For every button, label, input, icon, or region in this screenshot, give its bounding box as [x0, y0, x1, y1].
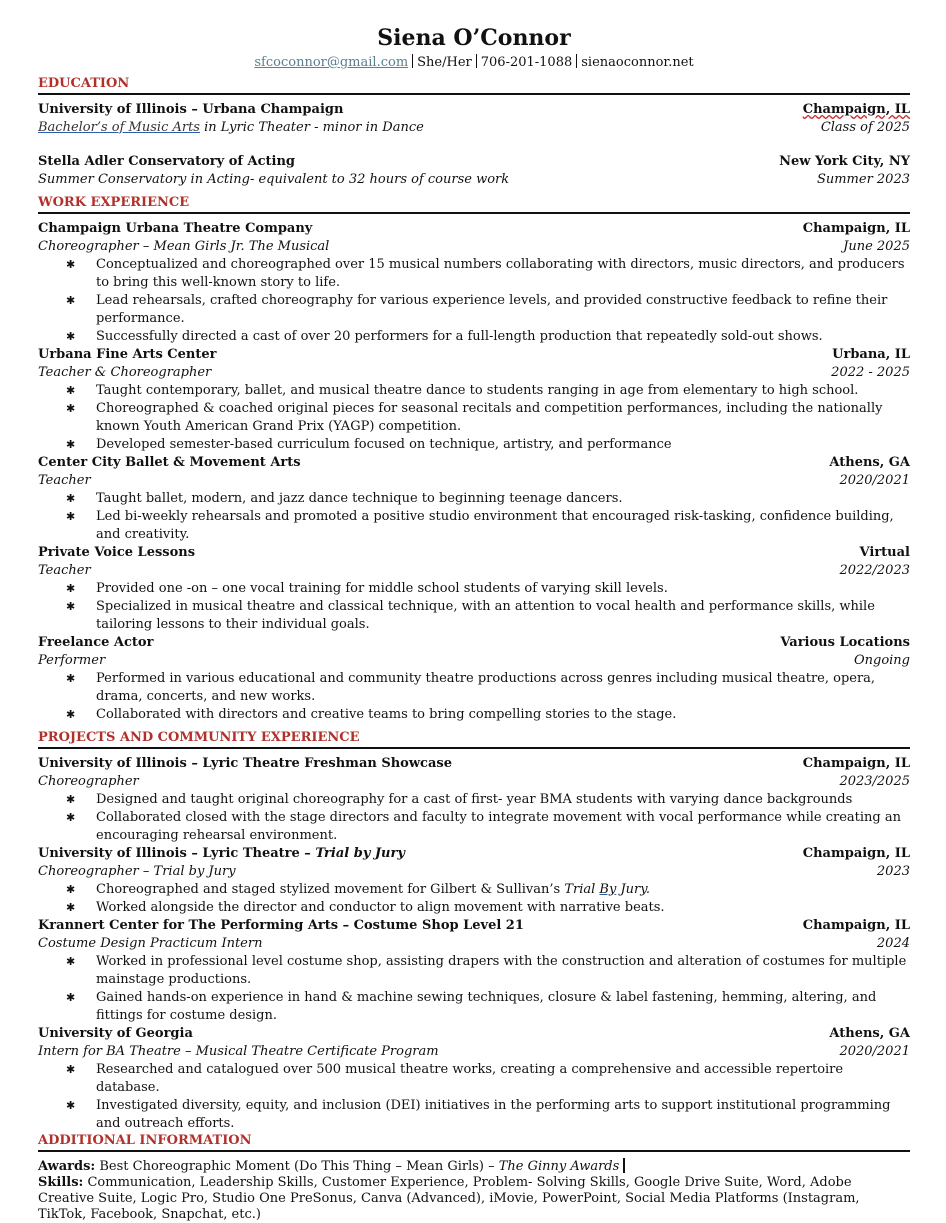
date: Class of 2025	[820, 120, 910, 135]
bullet-italic-underlined: By	[599, 882, 617, 897]
org-name: Urbana Fine Arts Center	[38, 347, 217, 362]
role: Teacher & Choreographer	[38, 365, 212, 380]
bullet-text: Choreographed & coached original pieces for seasonal recitals and competition performances, including the nationally known Youth American Grand Prix (YAGP) competition.	[96, 401, 883, 434]
location: Athens, GA	[829, 455, 910, 470]
bullet-italic: Trial	[564, 882, 600, 897]
date: Summer 2023	[816, 172, 910, 187]
location: New York City, NY	[779, 154, 910, 169]
work-entry-role	[38, 364, 910, 382]
date: 2024	[876, 936, 910, 951]
org-name: Private Voice Lessons	[38, 545, 196, 560]
list-item: ✱ Specialized in musical theatre and classical technique, with an attention to vocal health and performance skills, while tailoring lessons to their individual goals.	[66, 599, 875, 632]
list-item: ✱ Gained hands-on experience in hand & machine sewing techniques, closure & label fastening, hemming, altering, and fittings for costume design.	[66, 990, 877, 1023]
bullet-text: Taught ballet, modern, and jazz dance technique to beginning teenage dancers.	[96, 491, 623, 506]
resume-page	[38, 22, 910, 1223]
work-entry-role	[38, 472, 910, 490]
list-item: ✱ Choreographed and staged stylized movement for Gilbert & Sullivan’s Trial By Jury.	[66, 882, 651, 897]
education-entry-detail	[38, 119, 910, 137]
date: 2022/2023	[839, 563, 910, 578]
section-heading-education: EDUCATION	[38, 76, 910, 95]
bullet-list	[38, 953, 910, 1025]
date: 2020/2021	[839, 473, 910, 488]
pronouns: She/Her	[417, 55, 472, 70]
text-cursor	[623, 1158, 625, 1173]
date: 2023/2025	[839, 774, 910, 789]
role: Intern for BA Theatre – Musical Theatre Certificate Program	[38, 1044, 439, 1059]
bullet-list	[38, 791, 910, 845]
location: Champaign, IL	[802, 102, 910, 117]
list-item: ✱ Performed in various educational and community theatre productions across genres including musical theatre, opera, drama, concerts, and new works.	[66, 671, 876, 704]
awards-italic: The Ginny Awards	[498, 1159, 620, 1174]
role: Performer	[38, 653, 106, 668]
divider	[476, 54, 477, 68]
location: Various Locations	[780, 635, 910, 650]
work-entry-header	[38, 544, 910, 562]
list-item: ✱ Investigated diversity, equity, and inclusion (DEI) initiatives in the performing arts to support institutional programming and outreach efforts.	[66, 1098, 891, 1131]
org-name: University of Georgia	[38, 1026, 193, 1041]
list-item: ✱ Researched and catalogued over 500 musical theatre works, creating a comprehensive and accessible repertoire database.	[66, 1062, 844, 1095]
awards-label: Awards:	[38, 1159, 96, 1174]
bullet-text: Choreographed and staged stylized movement for Gilbert & Sullivan’s	[96, 882, 565, 897]
org-name: University of Illinois – Lyric Theatre Freshman Showcase	[38, 756, 452, 771]
bullet-text: Researched and catalogued over 500 musical theatre works, creating a comprehensive and accessible repertoire database.	[96, 1062, 844, 1095]
bullet-text: Investigated diversity, equity, and inclusion (DEI) initiatives in the performing arts to support institutional programming and outreach efforts.	[96, 1098, 891, 1131]
list-item: ✱ Taught ballet, modern, and jazz dance technique to beginning teenage dancers.	[66, 491, 623, 506]
org-name-text: University of Illinois – Lyric Theatre –	[38, 846, 316, 861]
section-heading-work: WORK EXPERIENCE	[38, 195, 910, 214]
bullet-text: Developed semester-based curriculum focused on technique, artistry, and performance	[96, 437, 672, 452]
role: Choreographer – Trial by Jury	[38, 864, 236, 879]
org-name: Freelance Actor	[38, 635, 154, 650]
org-name: Krannert Center for The Performing Arts – Costume Shop Level 21	[38, 918, 524, 933]
section-heading-projects: PROJECTS AND COMMUNITY EXPERIENCE	[38, 730, 910, 749]
degree-strike: Bachelor’s of Music Arts	[38, 120, 200, 135]
list-item: ✱ Collaborated closed with the stage directors and faculty to integrate movement with vocal performance while creating an encouraging rehearsal environment.	[66, 810, 901, 843]
bullet-text: Worked in professional level costume shop, assisting drapers with the construction and alteration of costumes for multiple mainstage productions.	[96, 954, 907, 987]
list-item: ✱ Worked alongside the director and conductor to align movement with narrative beats.	[66, 900, 665, 915]
location: Champaign, IL	[802, 756, 910, 771]
awards-text: Best Choreographic Moment (Do This Thing – Mean Girls) –	[95, 1159, 499, 1174]
section-heading-additional: ADDITIONAL INFORMATION	[38, 1133, 910, 1152]
page-title: Siena O’Connor	[377, 25, 571, 51]
location: Champaign, IL	[802, 221, 910, 236]
bullet-text: Specialized in musical theatre and classical technique, with an attention to vocal health and performance skills, while tailoring lessons to their individual goals.	[96, 599, 875, 632]
list-item: ✱ Designed and taught original choreography for a cast of first- year BMA students with varying dance backgrounds	[66, 792, 853, 807]
work-entry-header	[38, 346, 910, 364]
location: Champaign, IL	[802, 846, 910, 861]
list-item: ✱ Conceptualized and choreographed over 15 musical numbers collaborating with directors, music directors, and producers to bring this well-known story to life.	[66, 257, 905, 290]
bullet-list	[38, 881, 910, 917]
date: June 2025	[843, 239, 910, 254]
bullet-text: Led bi-weekly rehearsals and promoted a positive studio environment that encouraged risk-tasking, confidence building, and creativity.	[96, 509, 894, 542]
project-entry-header	[38, 845, 910, 863]
list-item: ✱ Taught contemporary, ballet, and musical theatre dance to students ranging in age from elementary to high school.	[66, 383, 859, 398]
project-entry-role	[38, 773, 910, 791]
bullet-list	[38, 382, 910, 454]
work-entry-header	[38, 454, 910, 472]
bullet-text: Collaborated closed with the stage directors and faculty to integrate movement with vocal performance while creating an encouraging rehearsal environment.	[96, 810, 901, 843]
bullet-text: Worked alongside the director and conductor to align movement with narrative beats.	[96, 900, 665, 915]
degree	[38, 119, 424, 137]
awards-line	[38, 1158, 910, 1175]
location: Virtual	[859, 545, 910, 560]
program: Summer Conservatory in Acting- equivalent to 32 hours of course work	[38, 172, 510, 187]
date: 2023	[876, 864, 910, 879]
email-link[interactable]: sfcoconnor@gmail.com	[254, 55, 409, 70]
skills-line	[38, 1175, 910, 1223]
divider	[576, 54, 577, 68]
bullet-list	[38, 670, 910, 724]
list-item: ✱ Provided one -on – one vocal training for middle school students of varying skill levels.	[66, 581, 668, 596]
list-item: ✱ Lead rehearsals, crafted choreography for various experience levels, and provided constructive feedback to refine their performance.	[66, 293, 888, 326]
date: 2020/2021	[839, 1044, 910, 1059]
org-name: Stella Adler Conservatory of Acting	[38, 154, 296, 169]
work-entry-role	[38, 562, 910, 580]
bullet-text: Gained hands-on experience in hand & machine sewing techniques, closure & label fastening, hemming, altering, and fittings for costume design.	[96, 990, 877, 1023]
phone: 706-201-1088	[480, 55, 573, 70]
org-name-italic: Trial by Jury	[315, 846, 405, 861]
project-entry-header	[38, 755, 910, 773]
bullet-list	[38, 490, 910, 544]
location: Champaign, IL	[802, 918, 910, 933]
date: Ongoing	[853, 653, 910, 668]
location: Urbana, IL	[832, 347, 910, 362]
bullet-list	[38, 1061, 910, 1133]
skills-label: Skills:	[38, 1175, 84, 1190]
list-item: ✱ Choreographed & coached original pieces for seasonal recitals and competition performances, including the nationally known Youth American Grand Prix (YAGP) competition.	[66, 401, 883, 434]
org-name: Center City Ballet & Movement Arts	[38, 455, 301, 470]
project-entry-role	[38, 1043, 910, 1061]
bullet-text: Performed in various educational and community theatre productions across genres including musical theatre, opera, drama, concerts, and new works.	[96, 671, 876, 704]
work-entry-role	[38, 652, 910, 670]
education-entry-header	[38, 153, 910, 171]
education-entry-detail	[38, 171, 910, 189]
bullet-text: Provided one -on – one vocal training for middle school students of varying skill levels.	[96, 581, 668, 596]
divider	[412, 54, 413, 68]
bullet-italic: Jury.	[616, 882, 651, 897]
degree-detail: in Lyric Theater - minor in Dance	[199, 120, 424, 135]
skills-text: Communication, Leadership Skills, Customer Experience, Problem- Solving Skills, Google Drive Suite, Word, Adobe Creative Suite, Logic Pro, Studio One PreSonus, Canva (Advanced), iMovie, PowerPoint, Social Media Platforms (Instagram, TikTok, Facebook, Snapchat, etc.)	[38, 1175, 860, 1222]
project-entry-header	[38, 917, 910, 935]
project-entry-role	[38, 863, 910, 881]
list-item: ✱ Developed semester-based curriculum focused on technique, artistry, and performance	[66, 437, 672, 452]
role: Costume Design Practicum Intern	[38, 936, 263, 951]
role: Choreographer – Mean Girls Jr. The Musical	[38, 239, 330, 254]
project-entry-header	[38, 1025, 910, 1043]
contact-line	[38, 54, 910, 76]
bullet-list	[38, 256, 910, 346]
org-name: University of Illinois – Urbana Champaign	[38, 102, 344, 117]
bullet-text: Conceptualized and choreographed over 15 musical numbers collaborating with directors, music directors, and producers to bring this well-known story to life.	[96, 257, 905, 290]
work-entry-header	[38, 220, 910, 238]
list-item: ✱ Worked in professional level costume shop, assisting drapers with the construction and alteration of costumes for multiple mainstage productions.	[66, 954, 907, 987]
website: sienaoconnor.net	[581, 55, 694, 70]
list-item: ✱ Successfully directed a cast of over 20 performers for a full-length production that repeatedly sold-out shows.	[66, 329, 823, 344]
work-entry-role	[38, 238, 910, 256]
bullet-text: Designed and taught original choreography for a cast of first- year BMA students with varying dance backgrounds	[96, 792, 853, 807]
date: 2022 - 2025	[831, 365, 910, 380]
list-item: ✱ Led bi-weekly rehearsals and promoted a positive studio environment that encouraged risk-tasking, confidence building, and creativity.	[66, 509, 894, 542]
role: Teacher	[38, 563, 91, 578]
bullet-text: Taught contemporary, ballet, and musical theatre dance to students ranging in age from elementary to high school.	[96, 383, 859, 398]
bullet-text: Lead rehearsals, crafted choreography for various experience levels, and provided constructive feedback to refine their performance.	[96, 293, 888, 326]
role: Teacher	[38, 473, 91, 488]
education-entry-header	[38, 101, 910, 119]
bullet-text: Successfully directed a cast of over 20 performers for a full-length production that repeatedly sold-out shows.	[96, 329, 823, 344]
role: Choreographer	[38, 774, 139, 789]
org-name	[38, 845, 405, 863]
work-entry-header	[38, 634, 910, 652]
bullet-list	[38, 580, 910, 634]
org-name: Champaign Urbana Theatre Company	[38, 221, 313, 236]
bullet-text: Collaborated with directors and creative teams to bring compelling stories to the stage.	[96, 707, 677, 722]
project-entry-role	[38, 935, 910, 953]
list-item: ✱ Collaborated with directors and creative teams to bring compelling stories to the stage.	[66, 707, 677, 722]
location: Athens, GA	[829, 1026, 910, 1041]
